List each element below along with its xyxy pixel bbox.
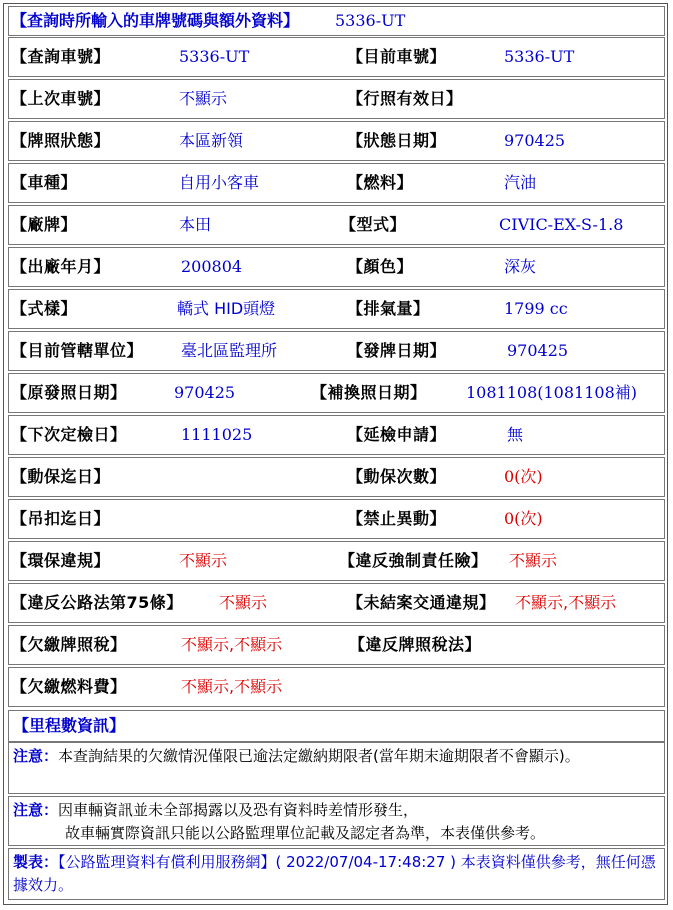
field-label: 【顏色】 (347, 257, 414, 276)
vehicle-info-row (8, 247, 665, 287)
note-label: 注意： (13, 801, 59, 819)
field-label: 【目前管轄單位】 (11, 341, 144, 360)
field-value: 0(次) (504, 509, 543, 528)
field-value: 不顯示 (219, 593, 268, 612)
field-value: 970425 (174, 383, 236, 402)
field-value: 不顯示 (179, 89, 228, 108)
vehicle-info-row (8, 415, 665, 455)
field-label: 【車種】 (11, 173, 78, 192)
note-disclaimer (8, 796, 665, 846)
field-label: 【未結案交通違規】 (347, 593, 496, 612)
field-label: 【行照有效日】 (347, 89, 463, 108)
field-label: 【式樣】 (11, 299, 78, 318)
field-label: 【下次定檢日】 (11, 425, 127, 444)
field-value: 自用小客車 (179, 173, 260, 192)
field-value: 不顯示,不顯示 (515, 593, 617, 612)
producer-text: 【公路監理資料有償利用服務網】( 2022/07/04-17:48:27 ) 本表資料僅供參考，無任何憑據效力。 (13, 853, 656, 894)
note-text: 本查詢結果的欠繳情況僅限已逾法定繳納期限者(當年期末逾期限者不會顯示)。 (58, 747, 580, 765)
field-label: 【燃料】 (347, 173, 414, 192)
field-label: 【環保違規】 (11, 551, 111, 570)
vehicle-info-row (8, 583, 665, 623)
field-value: 5336-UT (179, 47, 250, 66)
query-header-row (8, 6, 665, 36)
field-label: 【原發照日期】 (11, 383, 127, 402)
field-label: 【發牌日期】 (347, 341, 447, 360)
field-label: 【補換照日期】 (311, 383, 427, 402)
vehicle-info-row (8, 541, 665, 581)
producer-label: 製表： (13, 853, 59, 871)
field-label: 【目前車號】 (347, 47, 447, 66)
vehicle-info-row (8, 457, 665, 497)
note-arrears (8, 742, 665, 794)
query-header-title: 【查詢時所輸入的車牌號碼與額外資料】 (11, 11, 300, 30)
mileage-row (8, 710, 665, 742)
vehicle-info-row (8, 121, 665, 161)
field-value: 本區新領 (179, 131, 244, 150)
field-label: 【動保迄日】 (11, 467, 111, 486)
field-value: 1081108(1081108補) (466, 383, 638, 402)
field-value: 0(次) (504, 467, 543, 486)
vehicle-info-row (8, 289, 665, 329)
field-label: 【禁止異動】 (347, 509, 447, 528)
vehicle-info-row (8, 499, 665, 539)
field-label: 【牌照狀態】 (11, 131, 111, 150)
note-label: 注意： (13, 747, 59, 765)
field-value: 不顯示,不顯示 (181, 677, 283, 696)
vehicle-info-row (8, 625, 665, 665)
field-value: 臺北區監理所 (181, 341, 278, 360)
field-value: 970425 (507, 341, 569, 360)
field-label: 【型式】 (340, 215, 407, 234)
field-label: 【排氣量】 (347, 299, 430, 318)
field-value: 200804 (181, 257, 243, 276)
field-value: 不顯示,不顯示 (181, 635, 283, 654)
note-text-cont: 故車輛實際資訊只能以公路監理單位記載及認定者為準，本表僅供參考。 (65, 824, 546, 842)
field-value: 970425 (504, 131, 566, 150)
field-label: 【出廠年月】 (11, 257, 111, 276)
vehicle-info-row (8, 163, 665, 203)
field-value: 5336-UT (504, 47, 575, 66)
mileage-title: 【里程數資訊】 (13, 716, 126, 735)
field-value: 1111025 (181, 425, 253, 444)
field-value: 1799 cc (504, 299, 568, 318)
note-text: 因車輛資訊並未全部揭露以及恐有資料時差情形發生， (58, 801, 419, 819)
field-value: 汽油 (504, 173, 537, 192)
field-label: 【欠繳燃料費】 (11, 677, 127, 696)
note-producer (8, 848, 665, 900)
vehicle-info-row (8, 79, 665, 119)
query-header-plate: 5336-UT (335, 11, 406, 30)
field-label: 【延檢申請】 (347, 425, 447, 444)
field-value: 本田 (179, 215, 212, 234)
vehicle-info-row (8, 37, 665, 77)
vehicle-info-row (8, 331, 665, 371)
field-value: 不顯示 (179, 551, 228, 570)
field-label: 【欠繳牌照稅】 (11, 635, 127, 654)
field-value: 轎式 HID頭燈 (177, 299, 276, 318)
field-label: 【上次車號】 (11, 89, 111, 108)
vehicle-info-row (8, 667, 665, 707)
field-value: 無 (507, 425, 524, 444)
field-value: CIVIC-EX-S-1.8 (499, 215, 624, 234)
field-label: 【吊扣迄日】 (11, 509, 111, 528)
vehicle-info-row (8, 205, 665, 245)
field-label: 【廠牌】 (11, 215, 78, 234)
field-value: 深灰 (504, 257, 537, 276)
field-label: 【違反公路法第75條】 (11, 593, 183, 612)
field-label: 【狀態日期】 (347, 131, 447, 150)
field-label: 【違反牌照稅法】 (349, 635, 482, 654)
field-label: 【動保次數】 (347, 467, 447, 486)
field-label: 【查詢車號】 (11, 47, 111, 66)
field-label: 【違反強制責任險】 (339, 551, 488, 570)
field-value: 不顯示 (509, 551, 558, 570)
vehicle-info-row (8, 373, 665, 413)
